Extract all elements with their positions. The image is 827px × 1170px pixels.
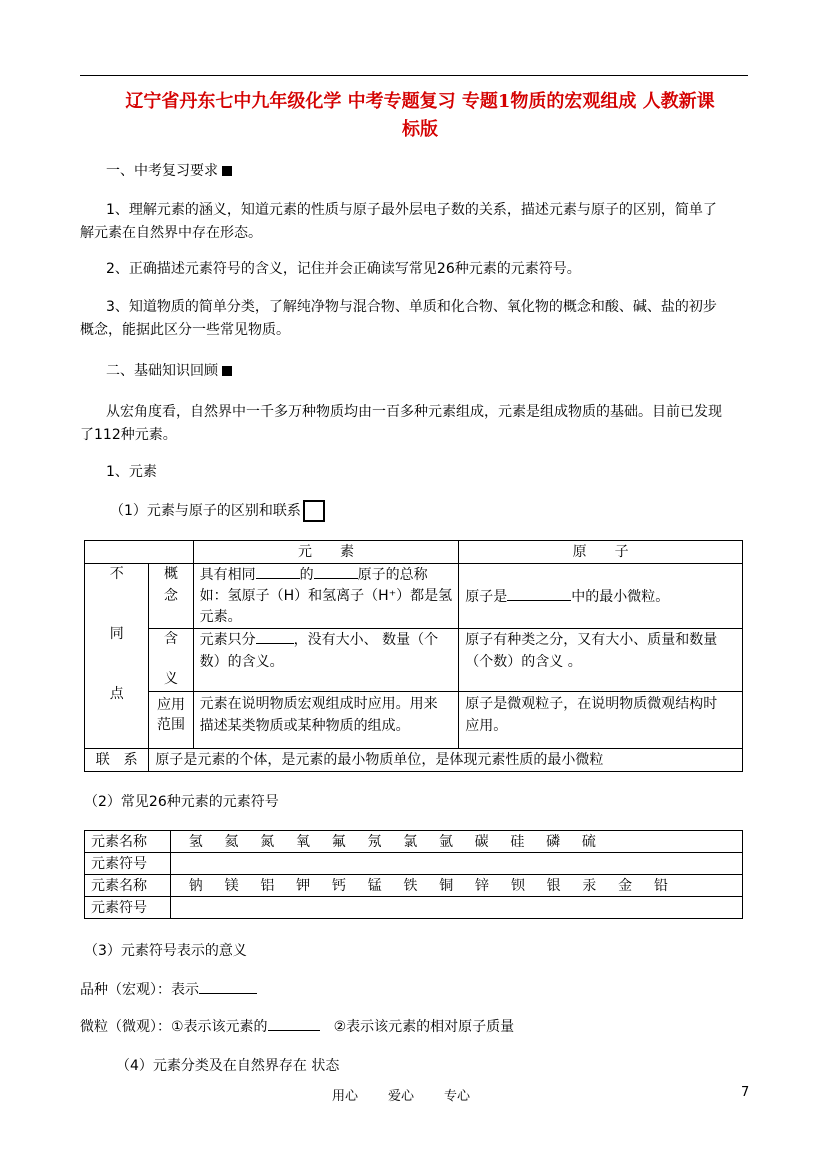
element-symbol-table <box>84 830 743 919</box>
element-name: 磷 <box>546 834 561 850</box>
element-name: 铁 <box>403 878 418 894</box>
element-name: 碳 <box>474 834 489 850</box>
element-name: 氮 <box>260 834 275 850</box>
req-item-2: 2、正确描述元素符号的含义，记住并会正确读写常见26种元素的元素符号。 <box>106 261 581 277</box>
row-name-label-1: 元素名称 <box>85 831 171 853</box>
element-name: 硅 <box>510 834 525 850</box>
element-name: 钠 <box>188 878 203 894</box>
row-name-label-2: 元素名称 <box>85 875 171 897</box>
element-name: 氦 <box>224 834 239 850</box>
intro-paragraph: 从宏角度看，自然界中一千多万种物质均由一百多种元素组成，元素是组成物质的基础。目前已发现 了112种元素。 <box>80 404 722 443</box>
section1-heading: 一、中考复习要求 <box>106 160 776 183</box>
element-name: 氟 <box>331 834 346 850</box>
scope-atom-cell: 原子是微观粒子，在说明物质微观结构时 应用。 <box>459 692 743 749</box>
element-name: 硫 <box>581 834 596 850</box>
element-name: 氖 <box>367 834 382 850</box>
element-name: 氢 <box>188 834 203 850</box>
section2-heading: 二、基础知识回顾 <box>106 360 776 383</box>
sub-heading-4: （4）元素分类及在自然界存在 状态 <box>116 1058 340 1074</box>
title-line-1: 辽宁省丹东七中九年级化学 中考专题复习 专题1物质的宏观组成 人教新课 <box>125 91 715 112</box>
element-name: 氯 <box>403 834 418 850</box>
square-icon <box>222 166 232 176</box>
element-name: 钡 <box>510 878 525 894</box>
element-name: 铜 <box>439 878 454 894</box>
symbol-blank-2 <box>170 897 742 919</box>
element-name: 银 <box>546 878 561 894</box>
page-number: 7 <box>741 1085 750 1100</box>
relation-label: 联 系 <box>85 749 149 772</box>
row-label-meaning: 含 义 <box>149 629 193 692</box>
square-icon <box>222 366 232 376</box>
element-name: 氧 <box>296 834 310 850</box>
footer-text-1: 用心 <box>332 1089 359 1104</box>
meaning-atom-cell: 原子有种类之分，又有大小、质量和数量 （个数）的含义 。 <box>459 629 743 692</box>
footer-text-3: 专心 <box>444 1089 471 1104</box>
sub-heading-3: （3）元素符号表示的意义 <box>84 943 247 959</box>
element-names-row-2 <box>170 875 742 897</box>
element-name: 锰 <box>367 878 382 894</box>
element-name: 钙 <box>331 878 346 894</box>
diff-label: 不 同 点 <box>85 564 149 749</box>
element-name: 汞 <box>582 878 597 894</box>
header-rule <box>80 75 748 76</box>
element-atom-table <box>84 540 743 772</box>
scope-element-cell: 元素在说明物质宏观组成时应用。用来 描述某类物质或某种物质的组成。 <box>193 692 459 749</box>
row-label-concept: 概 念 <box>149 564 193 629</box>
element-name: 氩 <box>438 834 453 850</box>
element-names-row-1 <box>170 831 742 853</box>
macro-line: 品种（宏观）：表示 <box>80 979 750 1002</box>
element-name: 金 <box>618 878 633 894</box>
title-line-2: 标版 <box>402 119 438 140</box>
sub-heading-element: 1、元素 <box>106 464 157 480</box>
element-name: 铅 <box>653 878 668 894</box>
footer-text-2: 爱心 <box>388 1089 415 1104</box>
row-symbol-label-2: 元素符号 <box>85 897 171 919</box>
req-item-3: 3、知道物质的简单分类，了解纯净物与混合物、单质和化合物、氧化物的概念和酸、碱、盐的初步 概念，能据此区分一些常见物质。 <box>80 299 717 338</box>
row-label-scope: 应用 范围 <box>149 692 193 749</box>
element-name: 锌 <box>475 878 490 894</box>
header-atom: 原 子 <box>459 541 743 564</box>
relation-text: 原子是元素的个体，是元素的最小物质单位，是体现元素性质的最小微粒 <box>149 749 743 772</box>
element-name: 钾 <box>296 878 311 894</box>
concept-atom-cell: 原子是 中的最小微粒。 <box>459 564 743 629</box>
checkbox-icon <box>303 500 325 522</box>
micro-line: 微粒（微观）：①表示该元素的 ②表示该元素的相对原子质量 <box>80 1016 750 1039</box>
element-name: 镁 <box>224 878 239 894</box>
req-item-1: 1、理解元素的涵义，知道元素的性质与原子最外层电子数的关系，描述元素与原子的区别，简单了 解元素在自然界中存在形态。 <box>80 202 717 241</box>
meaning-element-cell: 元素只分 ，没有大小、 数量（个 数）的含义。 <box>193 629 459 692</box>
header-empty <box>85 541 194 564</box>
row-symbol-label-1: 元素符号 <box>85 853 171 875</box>
concept-element-cell: 具有相同 的 原子的总称 如：氢原子（H）和氢离子（H⁺）都是氢 元素。 <box>193 564 459 629</box>
element-name: 铝 <box>260 878 275 894</box>
symbol-blank-1 <box>170 853 742 875</box>
header-element: 元 素 <box>193 541 459 564</box>
sub-heading-2: （2）常见26种元素的元素符号 <box>84 794 279 810</box>
sub-heading-1: （1）元素与原子的区别和联系 <box>110 500 780 523</box>
